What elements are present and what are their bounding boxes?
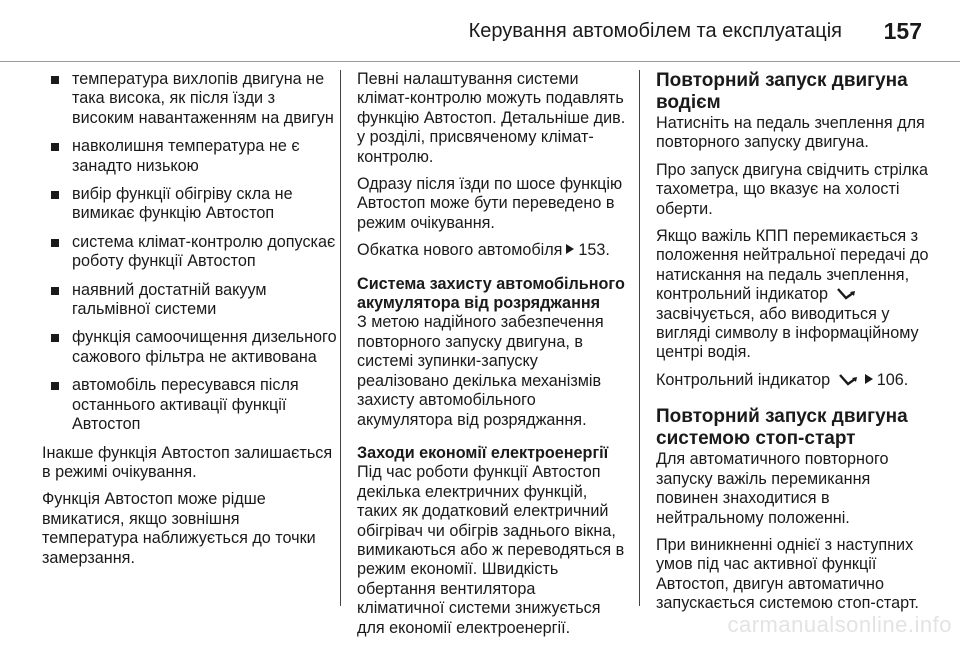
page-reference-arrow-icon bbox=[566, 244, 574, 254]
section-heading: Повторний запуск двигуна системою стоп-старт bbox=[656, 406, 908, 450]
list-item: система клімат-контролю допускає роботу функції Автостоп bbox=[42, 233, 338, 272]
section-heading: Повторний запуск двигуна водієм bbox=[656, 70, 908, 113]
list-item: наявний достатній вакуум гальмівної системи bbox=[42, 281, 338, 320]
list-item: температура вихлопів двигуна не така висока, як після їзди з високим навантаженням на двигун bbox=[42, 70, 338, 128]
list-item: автомобіль пересувався після останнього активації функції Автостоп bbox=[42, 376, 338, 434]
list-item: навколишня температура не є занадто низькою bbox=[42, 137, 338, 176]
header-title: Керування автомобілем та експлуатація bbox=[468, 20, 842, 42]
column-1 bbox=[42, 70, 338, 576]
watermark: carmanualsonline.info bbox=[727, 612, 952, 637]
paragraph: При виникненні однієї з наступних умов під час активної функції Автостоп, двигун автоматично запускається системою стоп-старт. bbox=[656, 535, 919, 613]
column-3 bbox=[656, 70, 932, 622]
page-reference-arrow-icon bbox=[865, 374, 873, 384]
paragraph bbox=[357, 241, 627, 260]
section-heading: Заходи економії електроенергії bbox=[357, 443, 609, 462]
column-2 bbox=[357, 70, 627, 646]
column-divider bbox=[340, 70, 341, 606]
paragraph: Функція Автостоп може рідше вмикатися, якщо зовнішня температура наближується до точки замерзання. bbox=[42, 490, 316, 567]
cross-reference-text: Обкатка нового автомобіля bbox=[357, 241, 563, 260]
paragraph bbox=[656, 371, 932, 390]
header-divider bbox=[0, 61, 960, 62]
autostop-indicator-icon bbox=[836, 287, 856, 301]
cross-reference-link[interactable]: 153. bbox=[578, 241, 610, 260]
paragraph: Одразу після їзди по шосе функцію Автостоп може бути переведено в режим очікування. bbox=[357, 175, 623, 232]
paragraph: З метою надійного забезпечення повторного запуску двигуна, в системі зупинки-запуску реалізовано декілька механізмів захисту автомобільного акумулятора від розряджання. bbox=[357, 313, 604, 429]
list-item: функція самоочищення дизельного сажового фільтра не активована bbox=[42, 328, 338, 367]
paragraph bbox=[656, 227, 932, 363]
conditions-list bbox=[42, 70, 338, 435]
page-number: 157 bbox=[883, 18, 922, 44]
paragraph: Інакше функція Автостоп залишається в режимі очікування. bbox=[42, 443, 333, 481]
page-header bbox=[0, 0, 960, 62]
paragraph-text: Якщо важіль КПП перемикається з положення нейтральної передачі до натискання на педаль зчеплення, контрольний індикатор bbox=[656, 227, 929, 304]
cross-reference-text: Контрольний індикатор bbox=[656, 370, 831, 389]
list-item: вибір функції обігріву скла не вимикає функцію Автостоп bbox=[42, 185, 338, 224]
paragraph-text: засвічується, або виводиться у вигляді символу в інформаційному центрі водія. bbox=[656, 304, 919, 362]
paragraph: Для автоматичного повторного запуску важіль перемикання повинен знаходитися в нейтральному положенні. bbox=[656, 450, 889, 527]
paragraph: Певні налаштування системи клімат-контролю можуть подавлять функцію Автостоп. Детальніше див. у розділі, присвяченому клімат-контролю. bbox=[357, 70, 626, 166]
section-heading: Система захисту автомобільного акумулятора від розряджання bbox=[357, 274, 625, 313]
paragraph: Під час роботи функції Автостоп декілька електричних функцій, таких як додатковий електричний обігрівач чи обігрів заднього вікна, вимикаються або ж переводяться в режим економії. Швидкість обертання вентилятора кліматичної системи знижується для економії електроенергії. bbox=[357, 463, 625, 637]
paragraph: Натисніть на педаль зчеплення для повторного запуску двигуна. bbox=[656, 114, 925, 152]
paragraph: Про запуск двигуна свідчить стрілка тахометра, що вказує на холості оберти. bbox=[656, 160, 928, 218]
cross-reference-link[interactable]: 106. bbox=[876, 370, 909, 389]
column-divider bbox=[639, 70, 640, 606]
autostop-indicator-icon bbox=[838, 373, 858, 387]
